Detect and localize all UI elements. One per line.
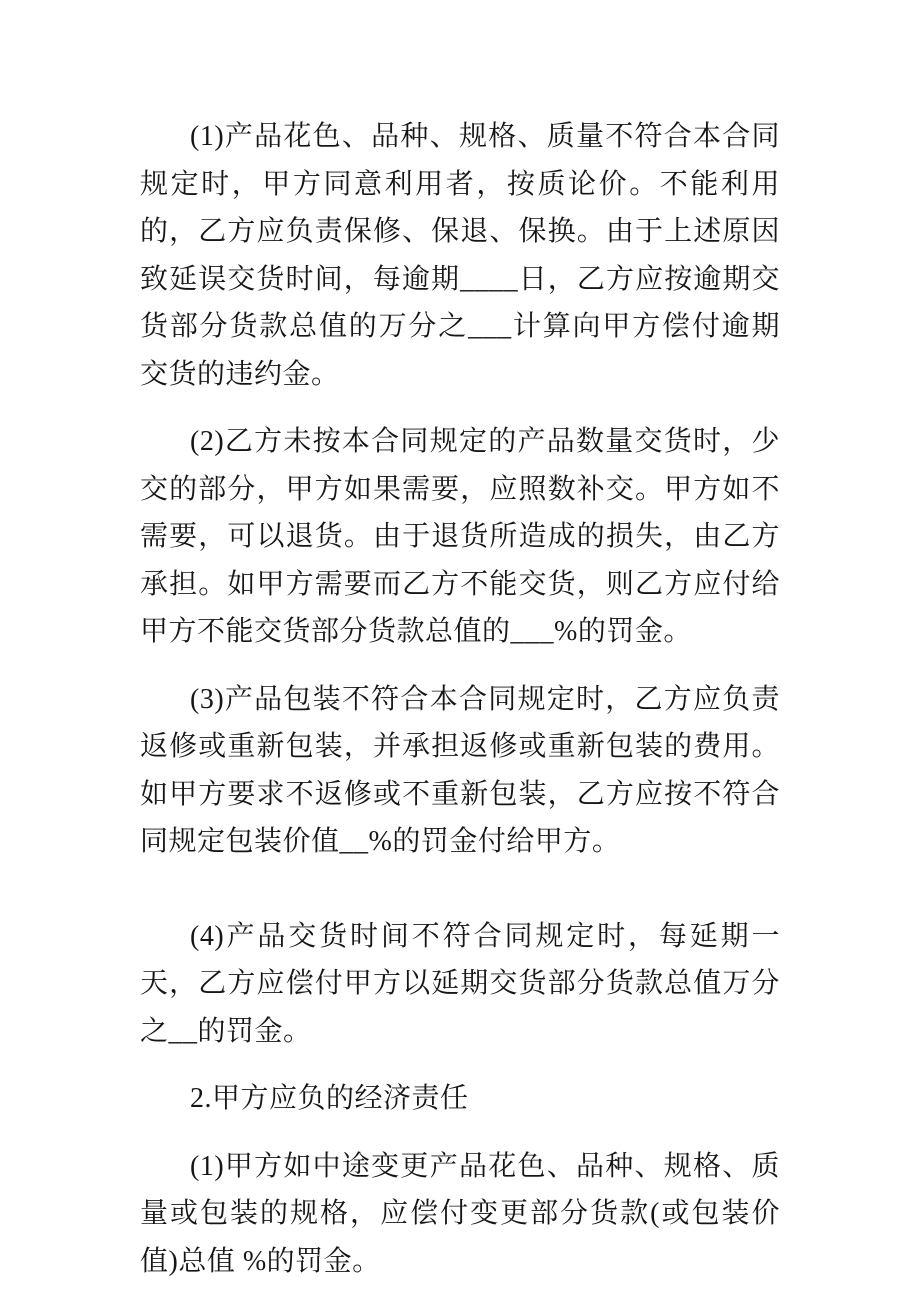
clause-2-1-paragraph: (1)甲方如中途变更产品花色、品种、规格、质量或包装的规格，应偿付变更部分货款(或包装价值)总值 %的罚金。 — [140, 1150, 780, 1277]
section-heading-2: 2.甲方应负的经济责任 — [190, 1083, 469, 1114]
clause-1-2-paragraph: (2)乙方未按本合同规定的产品数量交货时，少交的部分，甲方如果需要，应照数补交。甲方如不需要，可以退货。由于退货所造成的损失，由乙方承担。如甲方需要而乙方不能交货，则乙方应付给甲方不能交货部分货款总值的___%的罚金。 — [140, 426, 780, 647]
clause-1-4-paragraph: (4)产品交货时间不符合同规定时，每延期一天，乙方应偿付甲方以延期交货部分货款总值万分之__的罚金。 — [140, 920, 780, 1047]
clause-1-1-paragraph: (1)产品花色、品种、规格、质量不符合本合同规定时，甲方同意利用者，按质论价。不能利用的，乙方应负责保修、保退、保换。由于上述原因致延误交货时间，每逾期____日，乙方应按逾期交货部分货款总值的万分之___计算向甲方偿付逾期交货的违约金。 — [140, 121, 780, 390]
clause-1-3-paragraph: (3)产品包装不符合本合同规定时，乙方应负责返修或重新包装，并承担返修或重新包装的费用。如甲方要求不返修或不重新包装，乙方应按不符合同规定包装价值__%的罚金付给甲方。 — [140, 683, 780, 857]
